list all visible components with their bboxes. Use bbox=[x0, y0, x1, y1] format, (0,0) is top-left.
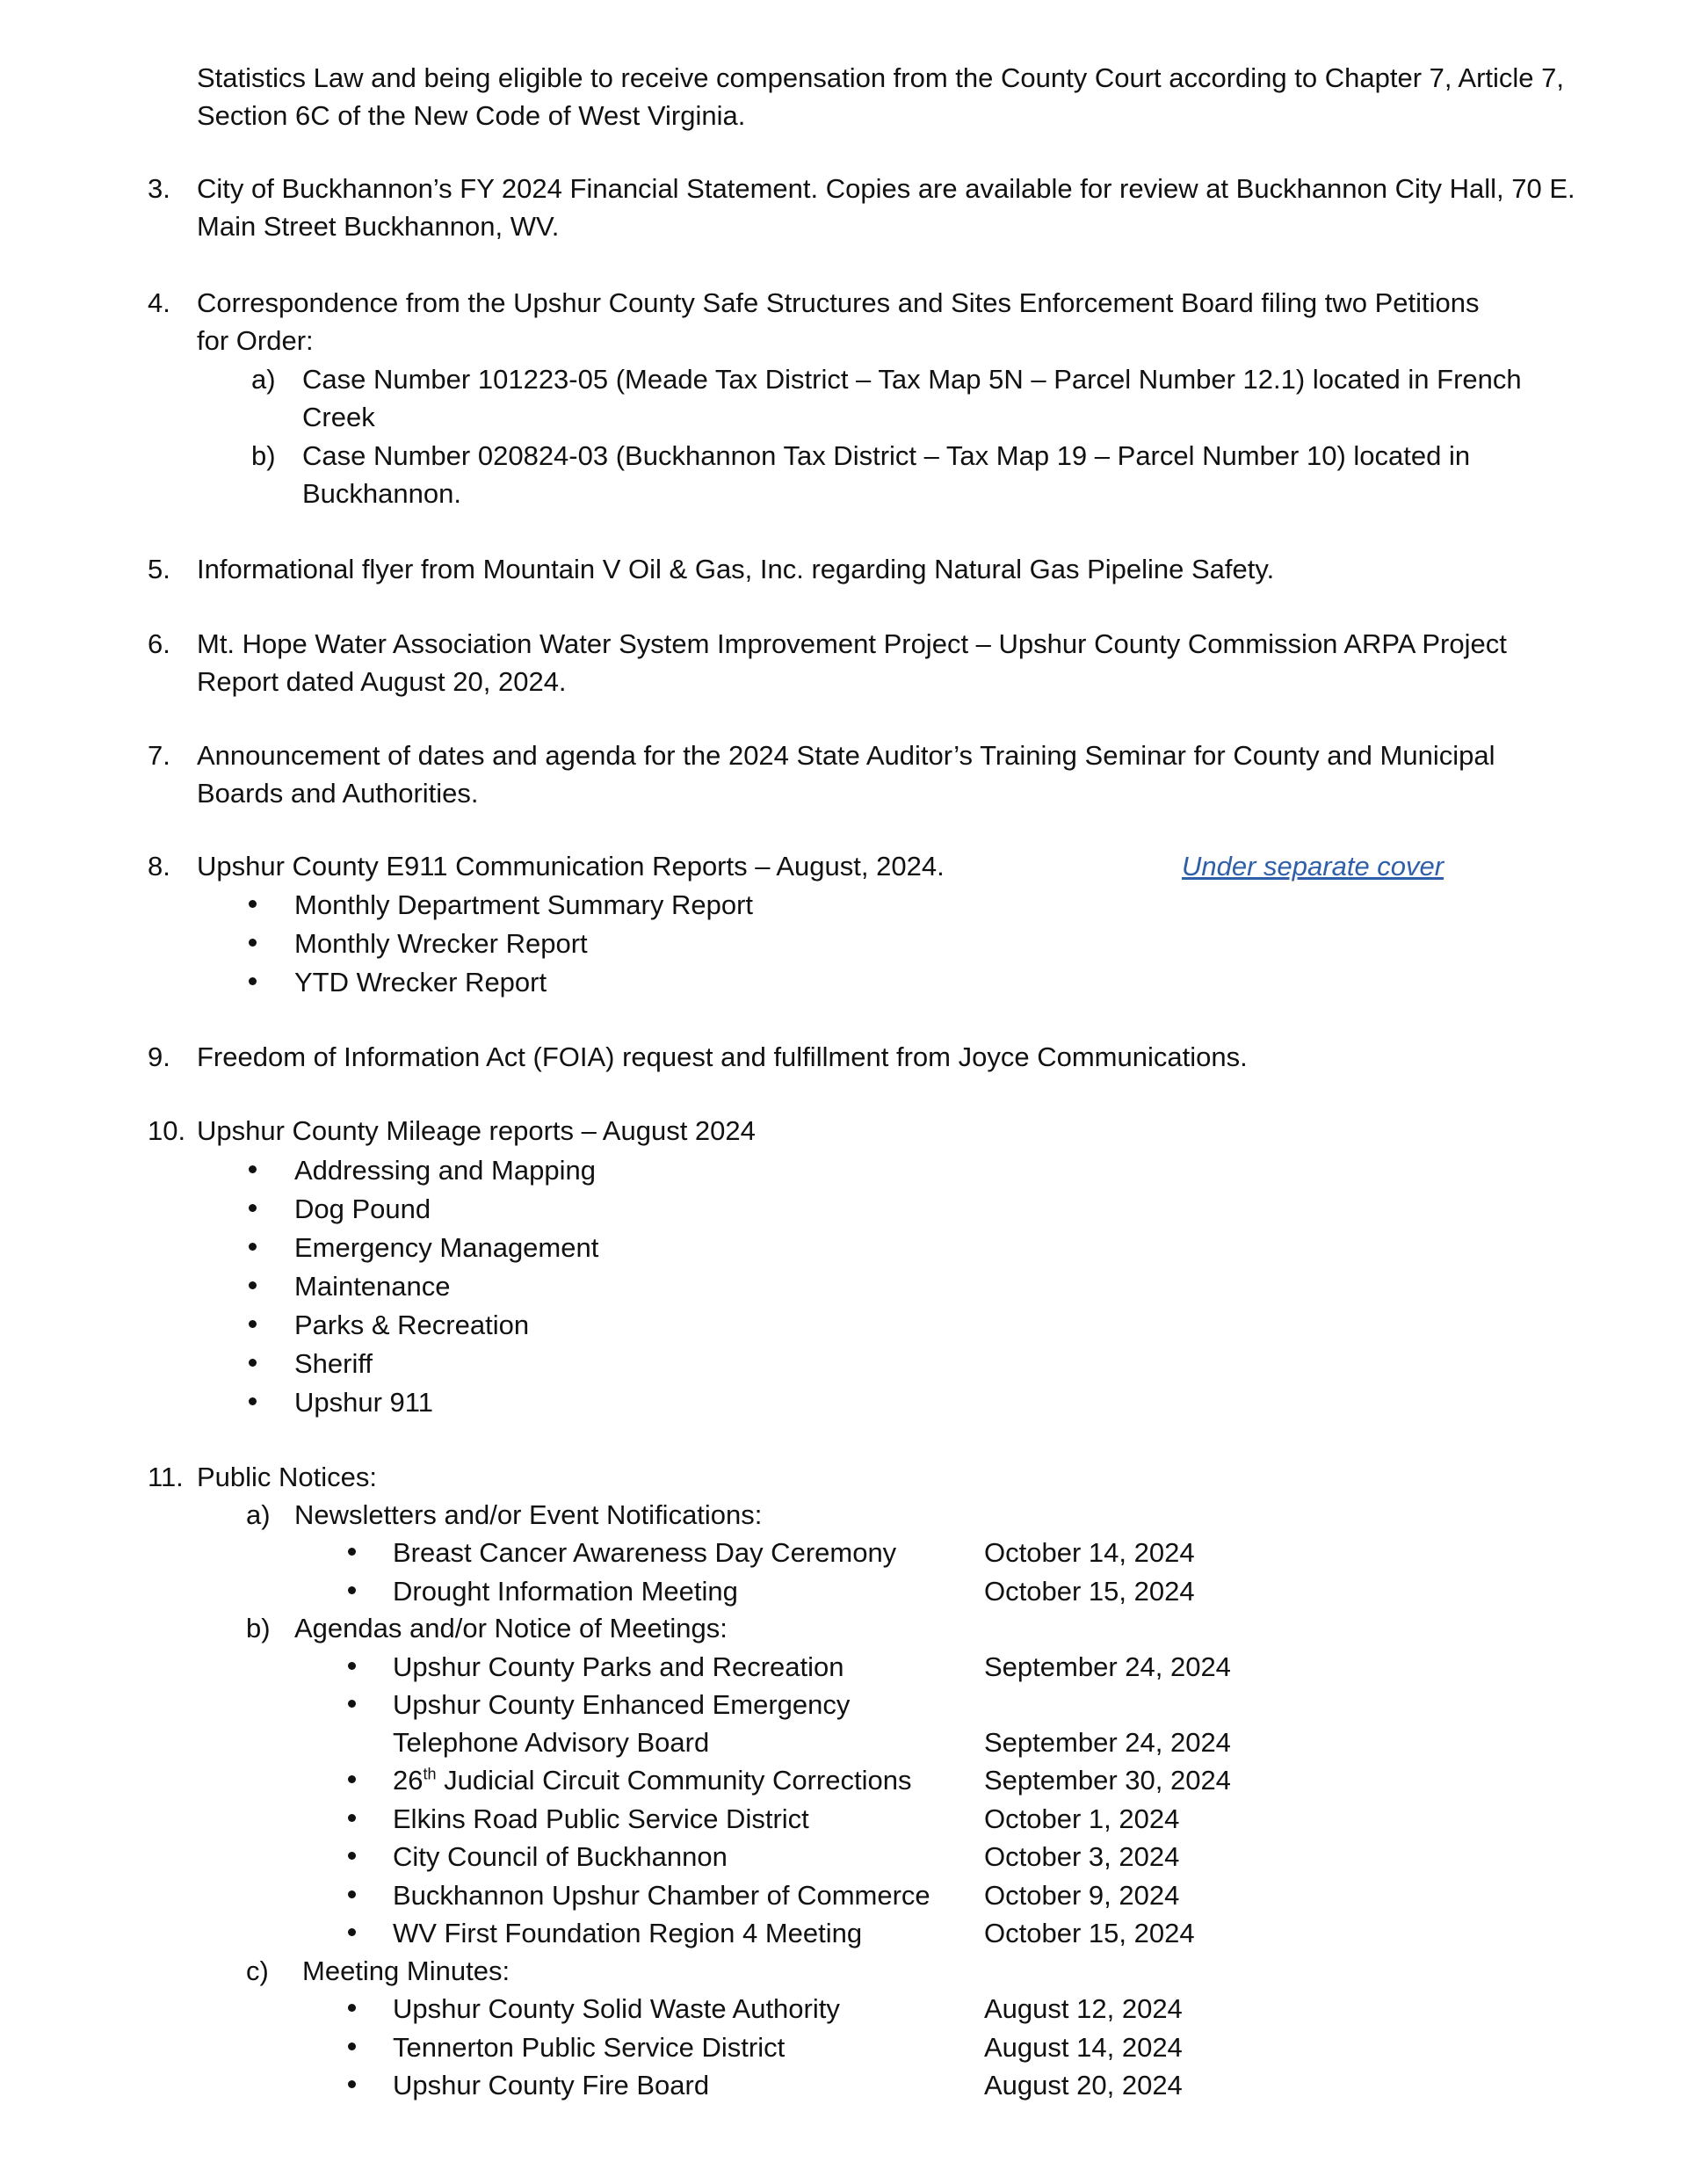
under-separate-cover-link[interactable]: Under separate cover bbox=[1182, 851, 1444, 882]
bullet-dot bbox=[249, 1359, 257, 1367]
notice-name bbox=[393, 1761, 911, 1800]
bullet-dot bbox=[249, 1165, 257, 1173]
notice-name-continued: Telephone Advisory Board bbox=[393, 1727, 710, 1758]
bullet-dot bbox=[348, 1890, 356, 1898]
item-11c-label: Meeting Minutes: bbox=[302, 1955, 510, 1986]
notice-date: September 24, 2024 bbox=[984, 1651, 1231, 1682]
item-11b-marker: b) bbox=[246, 1613, 271, 1643]
item-4-line-1: Correspondence from the Upshur County Safe Structures and Sites Enforcement Board filing two Petitions bbox=[197, 287, 1480, 318]
notice-name-text: Judicial Circuit Community Corrections bbox=[444, 1765, 912, 1796]
notice-date: October 15, 2024 bbox=[984, 1918, 1195, 1948]
notice-date: October 3, 2024 bbox=[984, 1841, 1180, 1872]
notice-date: October 14, 2024 bbox=[984, 1537, 1195, 1568]
notice-name: Upshur County Enhanced Emergency bbox=[393, 1689, 851, 1720]
item-10-bullet-1: Addressing and Mapping bbox=[294, 1155, 596, 1186]
item-8-bullet-2: Monthly Wrecker Report bbox=[294, 928, 588, 959]
item-10-number: 10. bbox=[148, 1115, 186, 1146]
bullet-dot bbox=[249, 1281, 257, 1289]
notice-date: August 12, 2024 bbox=[984, 1993, 1183, 2024]
notice-name: Elkins Road Public Service District bbox=[393, 1803, 809, 1834]
item-4a-marker: a) bbox=[251, 364, 276, 395]
item-11a-marker: a) bbox=[246, 1499, 271, 1530]
bullet-dot bbox=[348, 1852, 356, 1860]
item-8-bullet-1: Monthly Department Summary Report bbox=[294, 889, 754, 920]
bullet-dot bbox=[249, 1320, 257, 1328]
notice-name: WV First Foundation Region 4 Meeting bbox=[393, 1918, 863, 1948]
ordinal-suffix: th bbox=[423, 1765, 437, 1783]
notice-name: Tennerton Public Service District bbox=[393, 2032, 786, 2063]
bullet-dot bbox=[348, 2080, 356, 2088]
notice-name: Upshur County Fire Board bbox=[393, 2070, 710, 2101]
bullet-dot bbox=[348, 1548, 356, 1556]
item-8-number: 8. bbox=[148, 851, 170, 882]
item-4b-marker: b) bbox=[251, 440, 276, 471]
notice-name: Drought Information Meeting bbox=[393, 1576, 738, 1607]
item-10-bullet-6: Sheriff bbox=[294, 1348, 373, 1379]
item-11c-marker: c) bbox=[246, 1955, 269, 1986]
item-11-number: 11. bbox=[148, 1462, 184, 1492]
notice-date: August 20, 2024 bbox=[984, 2070, 1183, 2101]
item-4b-line-1: Case Number 020824-03 (Buckhannon Tax District – Tax Map 19 – Parcel Number 10) located in bbox=[302, 440, 1471, 471]
item-4a-line-1: Case Number 101223-05 (Meade Tax District – Tax Map 5N – Parcel Number 12.1) located in French bbox=[302, 364, 1522, 395]
item-4-number: 4. bbox=[148, 287, 170, 318]
item-5-number: 5. bbox=[148, 554, 170, 584]
notice-name: Upshur County Parks and Recreation bbox=[393, 1651, 844, 1682]
bullet-dot bbox=[249, 939, 257, 947]
item-11a-label: Newsletters and/or Event Notifications: bbox=[294, 1499, 763, 1530]
bullet-dot bbox=[249, 1243, 257, 1251]
item-10-bullet-3: Emergency Management bbox=[294, 1232, 599, 1263]
item-8-line-1: Upshur County E911 Communication Reports – August, 2024. bbox=[197, 851, 945, 882]
item-6-line-2: Report dated August 20, 2024. bbox=[197, 666, 567, 697]
item-11b-label: Agendas and/or Notice of Meetings: bbox=[294, 1613, 728, 1643]
item-4a-line-2: Creek bbox=[302, 402, 375, 432]
notice-date: September 30, 2024 bbox=[984, 1765, 1231, 1796]
item-3-line-2: Main Street Buckhannon, WV. bbox=[197, 211, 560, 242]
item-10-bullet-4: Maintenance bbox=[294, 1271, 451, 1302]
item-10-bullet-5: Parks & Recreation bbox=[294, 1310, 530, 1340]
notice-name: Breast Cancer Awareness Day Ceremony bbox=[393, 1537, 897, 1568]
bullet-dot bbox=[348, 1700, 356, 1708]
bullet-dot bbox=[348, 2004, 356, 2012]
notice-date: October 9, 2024 bbox=[984, 1880, 1180, 1911]
notice-name: City Council of Buckhannon bbox=[393, 1841, 728, 1872]
item-5-line-1: Informational flyer from Mountain V Oil & Gas, Inc. regarding Natural Gas Pipeline Safety. bbox=[197, 554, 1275, 584]
item-10-line-1: Upshur County Mileage reports – August 2024 bbox=[197, 1115, 756, 1146]
intro-line-2: Section 6C of the New Code of West Virginia. bbox=[197, 100, 746, 131]
item-3-line-1: City of Buckhannon’s FY 2024 Financial Statement. Copies are available for review at Buckhannon City Hall, 70 E. bbox=[197, 173, 1575, 204]
bullet-dot bbox=[249, 1397, 257, 1405]
item-3-number: 3. bbox=[148, 173, 170, 204]
bullet-dot bbox=[348, 1662, 356, 1670]
notice-date: October 1, 2024 bbox=[984, 1803, 1180, 1834]
notice-date: August 14, 2024 bbox=[984, 2032, 1183, 2063]
bullet-dot bbox=[348, 1586, 356, 1594]
item-10-bullet-2: Dog Pound bbox=[294, 1194, 431, 1224]
intro-line-1: Statistics Law and being eligible to receive compensation from the County Court according to Chapter 7, Article 7, bbox=[197, 62, 1564, 93]
bullet-dot bbox=[348, 1928, 356, 1936]
bullet-dot bbox=[348, 1775, 356, 1783]
notice-date: October 15, 2024 bbox=[984, 1576, 1195, 1607]
item-7-number: 7. bbox=[148, 740, 170, 771]
item-7-line-1: Announcement of dates and agenda for the 2024 State Auditor’s Training Seminar for County and Municipal bbox=[197, 740, 1495, 771]
bullet-dot bbox=[249, 1204, 257, 1212]
item-9-line-1: Freedom of Information Act (FOIA) request and fulfillment from Joyce Communications. bbox=[197, 1041, 1248, 1072]
notice-name-number: 26 bbox=[393, 1765, 424, 1796]
bullet-dot bbox=[348, 1814, 356, 1822]
item-6-number: 6. bbox=[148, 628, 170, 659]
item-8-bullet-3: YTD Wrecker Report bbox=[294, 967, 547, 998]
item-6-line-1: Mt. Hope Water Association Water System Improvement Project – Upshur County Commission ARPA Project bbox=[197, 628, 1507, 659]
bullet-dot bbox=[249, 977, 257, 985]
notice-name: Upshur County Solid Waste Authority bbox=[393, 1993, 840, 2024]
bullet-dot bbox=[348, 2043, 356, 2050]
notice-date: September 24, 2024 bbox=[984, 1727, 1231, 1758]
item-4b-line-2: Buckhannon. bbox=[302, 478, 461, 509]
item-4-line-2: for Order: bbox=[197, 325, 314, 356]
notice-name: Buckhannon Upshur Chamber of Commerce bbox=[393, 1880, 930, 1911]
item-10-bullet-7: Upshur 911 bbox=[294, 1387, 433, 1418]
item-11-line-1: Public Notices: bbox=[197, 1462, 378, 1492]
bullet-dot bbox=[249, 900, 257, 908]
item-7-line-2: Boards and Authorities. bbox=[197, 778, 479, 809]
item-9-number: 9. bbox=[148, 1041, 170, 1072]
